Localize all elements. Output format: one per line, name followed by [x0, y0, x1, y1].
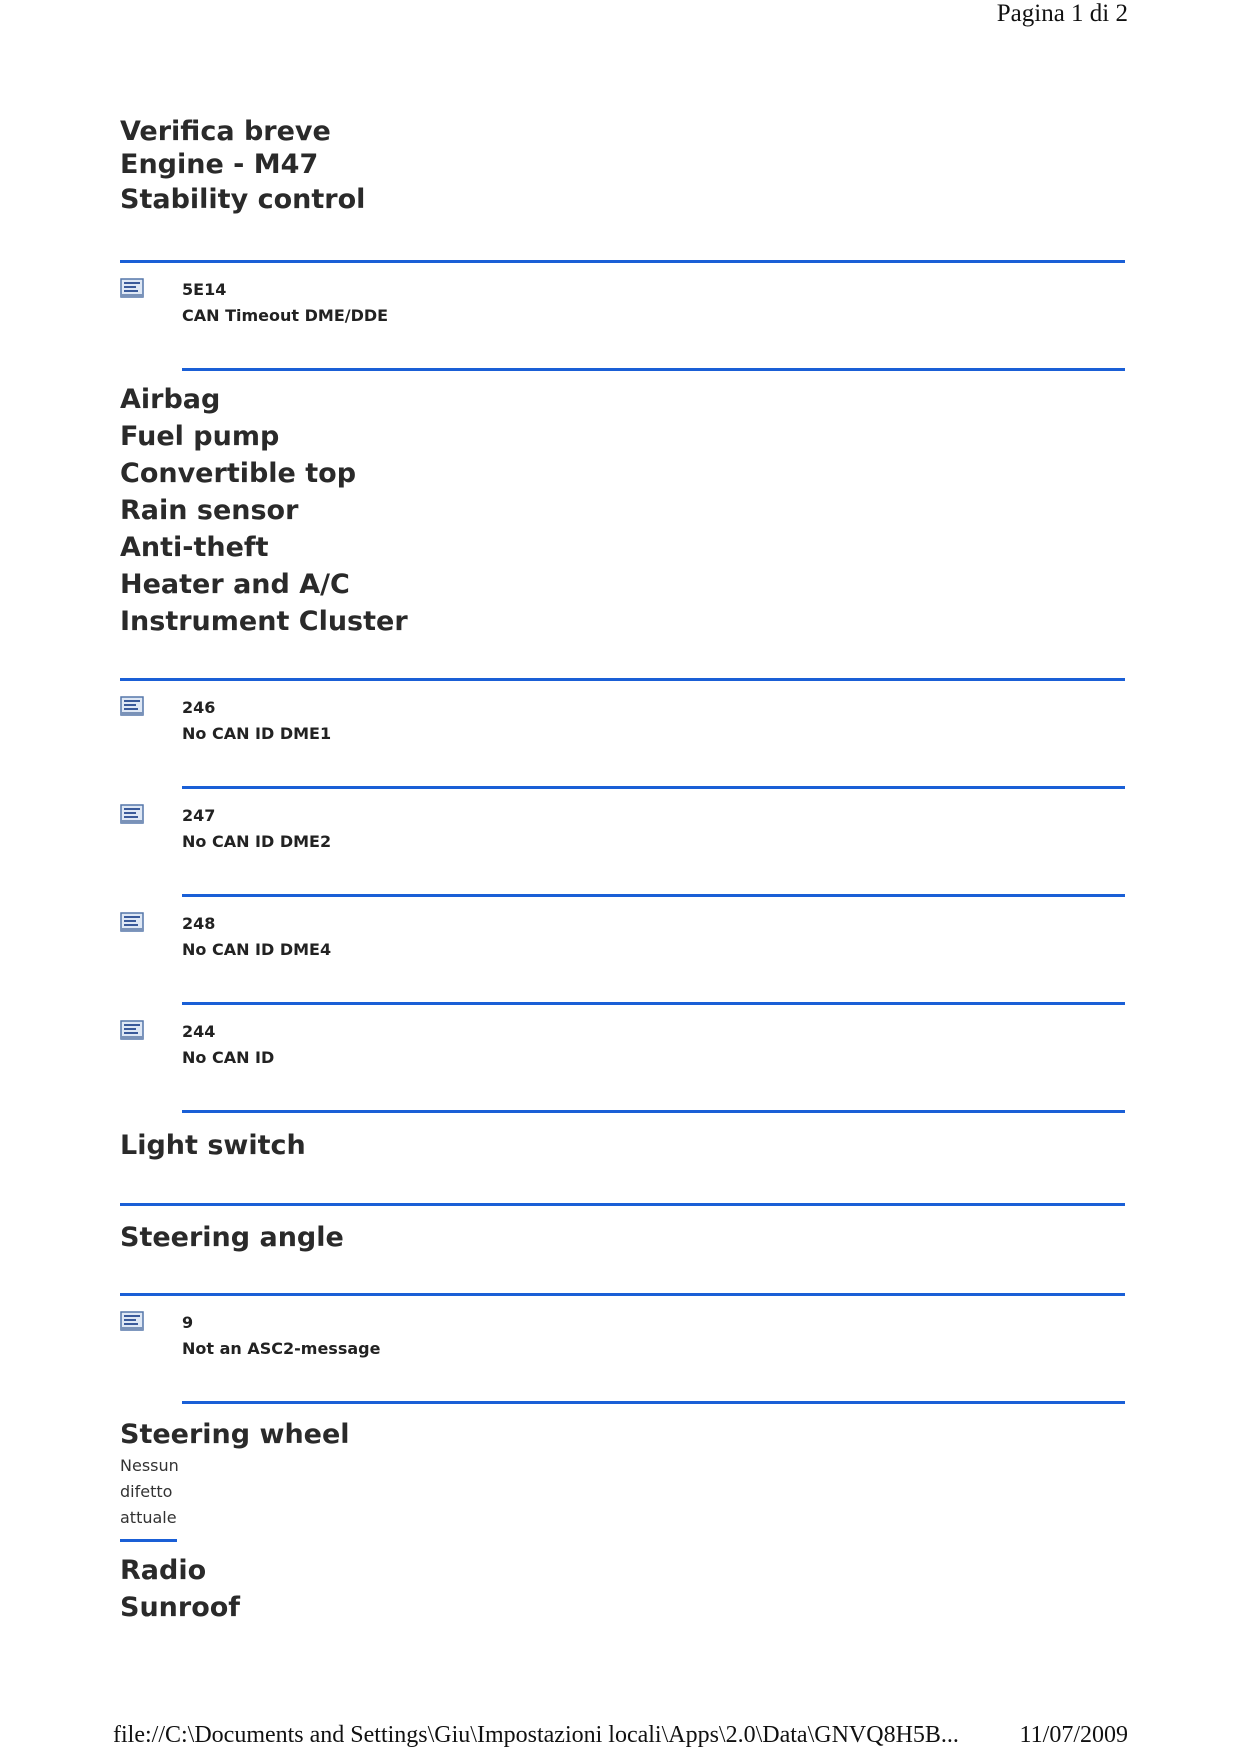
- section-title: Light switch: [120, 1130, 306, 1161]
- fault-entry: [120, 681, 1125, 786]
- fault-description: No CAN ID DME4: [182, 940, 332, 959]
- fault-code: 247: [182, 806, 216, 825]
- section-title: Radio: [120, 1555, 207, 1586]
- fault-description: No CAN ID DME2: [182, 832, 332, 851]
- fault-report-icon[interactable]: [120, 696, 144, 716]
- section-title: Convertible top: [120, 458, 357, 489]
- fault-code: 9: [182, 1313, 194, 1332]
- fault-description: CAN Timeout DME/DDE: [182, 306, 389, 325]
- fault-report-icon[interactable]: [120, 912, 144, 932]
- section-title: Engine - M47: [120, 149, 319, 180]
- section-title: Heater and A/C: [120, 569, 350, 600]
- fault-description: No CAN ID DME1: [182, 724, 332, 743]
- section-titles: [120, 115, 1125, 218]
- section-title: Instrument Cluster: [120, 606, 408, 637]
- section-title: Stability control: [120, 184, 366, 215]
- fault-entry: [120, 897, 1125, 1002]
- section-title: Sunroof: [120, 1592, 241, 1623]
- fault-entry: [120, 263, 1125, 368]
- page-indicator: Pagina 1 di 2: [996, 0, 1128, 27]
- section-title: Airbag: [120, 384, 221, 415]
- no-fault-line: attuale: [120, 1508, 177, 1527]
- fault-code: 5E14: [182, 280, 227, 299]
- fault-entry: [120, 1296, 1125, 1401]
- no-fault-line: difetto: [120, 1482, 173, 1501]
- section-title: Fuel pump: [120, 421, 280, 452]
- section-title: Rain sensor: [120, 495, 299, 526]
- section-title: Verifica breve: [120, 116, 331, 147]
- diagnostic-report: [120, 115, 1125, 1626]
- fault-report-icon[interactable]: [120, 804, 144, 824]
- section-title: Steering angle: [120, 1222, 344, 1253]
- footer-date: 11/07/2009: [1019, 1722, 1128, 1748]
- fault-code: 244: [182, 1022, 216, 1041]
- page-footer: [113, 1722, 1128, 1749]
- fault-code: 248: [182, 914, 216, 933]
- fault-report-icon[interactable]: [120, 1311, 144, 1331]
- fault-entry: [120, 1005, 1125, 1110]
- footer-path: file://C:\Documents and Settings\Giu\Impostazioni locali\Apps\2.0\Data\GNVQ8H5B...: [113, 1722, 959, 1748]
- no-fault-line: Nessun: [120, 1456, 179, 1475]
- section-title: Anti-theft: [120, 532, 269, 563]
- fault-description: Not an ASC2-message: [182, 1339, 381, 1358]
- section-titles: [120, 381, 1125, 640]
- fault-entry: [120, 789, 1125, 894]
- no-fault-message: [120, 1453, 1125, 1531]
- fault-report-icon[interactable]: [120, 278, 144, 298]
- fault-code: 246: [182, 698, 216, 717]
- fault-description: No CAN ID: [182, 1048, 275, 1067]
- fault-report-icon[interactable]: [120, 1020, 144, 1040]
- section-title: Steering wheel: [120, 1419, 350, 1450]
